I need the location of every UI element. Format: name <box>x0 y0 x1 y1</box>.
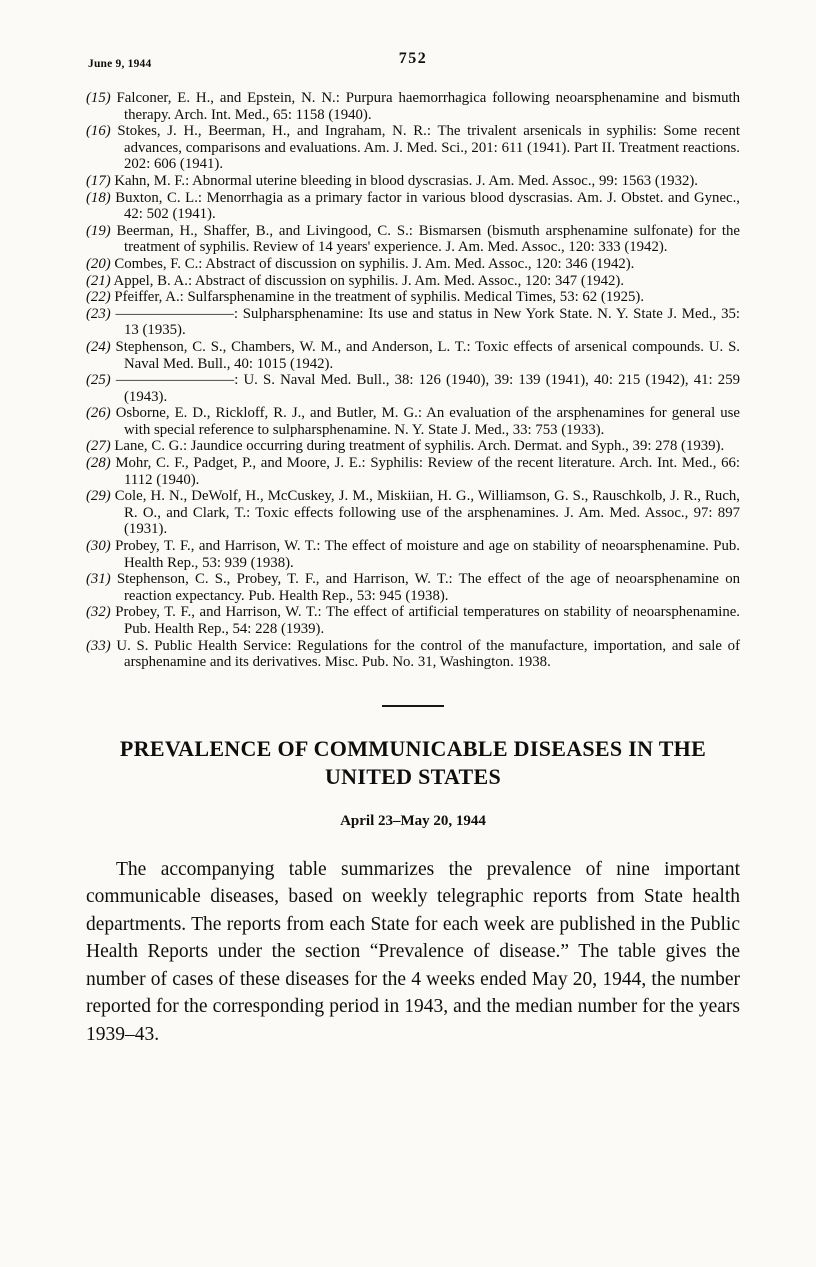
reference-text: Combes, F. C.: Abstract of discussion on syphilis. J. Am. Med. Assoc., 120: 346 (1942). <box>114 255 635 272</box>
reference-text: Falconer, E. H., and Epstein, N. N.: Purpura haemorrhagica following neoarsphenamine and bismuth therapy. Arch. Int. Med., 65: 1158 (1940). <box>116 90 741 123</box>
reference-text: Beerman, H., Shaffer, B., and Livingood, C. S.: Bismarsen (bismuth arsphenamine sulfonate) for the treatment of syphilis. Review of 14 years' experience. J. Am. Med. Assoc., 120: 333 (1942). <box>116 222 740 256</box>
reference-number: (23) <box>86 305 111 322</box>
reference-item <box>86 289 740 306</box>
reference-item <box>86 372 740 405</box>
section-divider <box>382 705 444 707</box>
reference-number: (28) <box>86 455 111 472</box>
reference-item <box>86 405 740 438</box>
reference-item <box>86 604 740 637</box>
body-paragraph: The accompanying table summarizes the prevalence of nine important communicable diseases, based on weekly telegraphic reports from State health departments. The reports from each State for each week are published in the Public Health Reports under the section “Prevalence of disease.” The table gives the number of cases of these diseases for the 4 weeks ended May 20, 1944, the number reported for the corresponding period in 1943, and the median number for the years 1939–43. <box>86 858 740 1045</box>
section-title: PREVALENCE OF COMMUNICABLE DISEASES IN THE UNITED STATES <box>119 735 707 789</box>
reference-text: Pfeiffer, A.: Sulfarsphenamine in the treatment of syphilis. Medical Times, 53: 62 (1925). <box>114 289 645 306</box>
section-subtitle: April 23–May 20, 1944 <box>340 812 486 829</box>
reference-number: (25) <box>86 372 111 389</box>
reference-text: Appel, B. A.: Abstract of discussion on syphilis. J. Am. Med. Assoc., 120: 347 (1942). <box>113 272 625 289</box>
reference-number: (33) <box>86 637 111 654</box>
page-number: 752 <box>398 50 428 67</box>
reference-text: Mohr, C. F., Padget, P., and Moore, J. E.: Syphilis: Review of the recent literature. Arch. Int. Med., 66: 1112 (1940). <box>115 455 741 488</box>
reference-item <box>86 190 740 223</box>
reference-text: U. S. Public Health Service: Regulations for the control of the manufacture, importation, and sale of arsphenamine and its derivatives. Misc. Pub. No. 31, Washington. 1938. <box>116 637 741 671</box>
reference-item <box>86 488 740 538</box>
reference-number: (18) <box>86 189 111 206</box>
reference-item <box>86 438 740 455</box>
page-header <box>86 50 740 90</box>
reference-number: (20) <box>86 255 111 272</box>
reference-number: (17) <box>86 172 111 189</box>
reference-item <box>86 455 740 488</box>
reference-item <box>86 173 740 190</box>
reference-number: (19) <box>86 222 111 239</box>
reference-number: (27) <box>86 438 111 455</box>
reference-number: (31) <box>86 571 111 588</box>
reference-item <box>86 90 740 123</box>
reference-text: Osborne, E. D., Rickloff, R. J., and Butler, M. G.: An evaluation of the arsphenamines for general use with special reference to sulpharsphenamine. N. Y. State J. Med., 33: 753 (1933). <box>115 405 740 438</box>
reference-text: ————————: Sulpharsphenamine: Its use and status in New York State. N. Y. State J. Med., 35: 13 (1935). <box>115 305 740 339</box>
reference-text: ————————: U. S. Naval Med. Bull., 38: 126 (1940), 39: 139 (1941), 40: 215 (1942), 41: 259 (1943). <box>115 372 740 405</box>
reference-item <box>86 638 740 671</box>
reference-text: Kahn, M. F.: Abnormal uterine bleeding in blood dyscrasias. J. Am. Med. Assoc., 99: 1563 (1932). <box>114 172 699 189</box>
references-list <box>86 90 740 671</box>
reference-text: Probey, T. F., and Harrison, W. T.: The effect of artificial temperatures on stability of neoarsphenamine. Pub. Health Rep., 54: 228 (1939). <box>115 604 740 637</box>
reference-text: Stephenson, C. S., Chambers, W. M., and Anderson, L. T.: Toxic effects of arsenical compounds. U. S. Naval Med. Bull., 40: 1015 (1942). <box>115 338 740 372</box>
reference-text: Lane, C. G.: Jaundice occurring during treatment of syphilis. Arch. Dermat. and Syph., 39: 278 (1939). <box>114 438 725 455</box>
reference-item <box>86 273 740 290</box>
reference-number: (26) <box>86 405 111 422</box>
reference-number: (16) <box>86 123 111 140</box>
issue-date: June 9, 1944 <box>88 58 152 70</box>
reference-item <box>86 306 740 339</box>
reference-item <box>86 339 740 372</box>
reference-item <box>86 571 740 604</box>
reference-text: Stephenson, C. S., Probey, T. F., and Harrison, W. T.: The effect of the age of neoarsphenamine on reaction expectancy. Pub. Health Rep., 53: 945 (1938). <box>116 571 740 604</box>
reference-text: Cole, H. N., DeWolf, H., McCuskey, J. M., Miskiian, H. G., Williamson, G. S., Rauschkolb, J. R., Ruch, R. O., and Clark, T.: Toxic effects following use of the arsphenamines. J. Am. Med. Assoc., 97: 897 (1931). <box>114 488 740 538</box>
reference-number: (21) <box>86 272 111 289</box>
reference-number: (32) <box>86 604 111 621</box>
reference-item <box>86 123 740 173</box>
reference-number: (15) <box>86 90 111 106</box>
reference-number: (29) <box>86 488 111 505</box>
reference-item <box>86 256 740 273</box>
reference-text: Probey, T. F., and Harrison, W. T.: The effect of moisture and age on stability of neoarsphenamine. Pub. Health Rep., 53: 939 (1938). <box>115 538 741 571</box>
reference-text: Stokes, J. H., Beerman, H., and Ingraham, N. R.: The trivalent arsenicals in syphilis: Some recent advances, comparisons and evaluations. Am. J. Med. Sci., 201: 611 (1941). Part II. Treatment reactions. 202: 606 (1941). <box>117 123 740 173</box>
reference-number: (30) <box>86 538 111 555</box>
reference-item <box>86 223 740 256</box>
reference-number: (22) <box>86 289 111 306</box>
reference-number: (24) <box>86 338 111 355</box>
reference-text: Buxton, C. L.: Menorrhagia as a primary factor in various blood dyscrasias. Am. J. Obstet. and Gynec., 42: 502 (1941). <box>115 189 740 223</box>
reference-item <box>86 538 740 571</box>
